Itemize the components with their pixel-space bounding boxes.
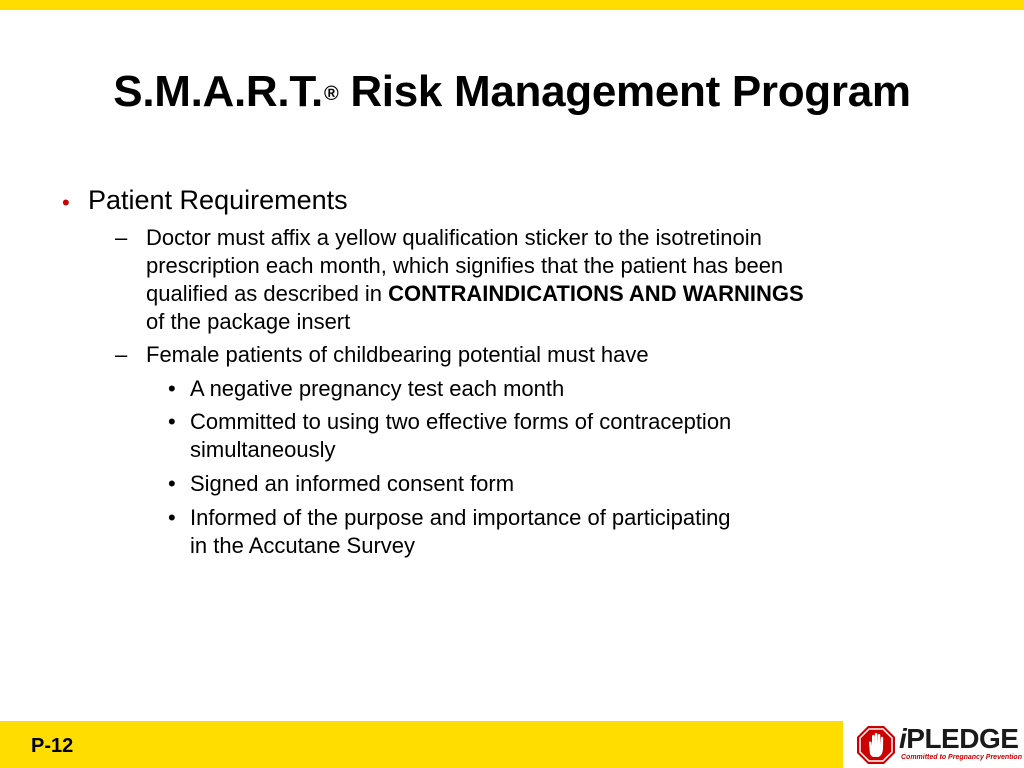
item1-line3-emphasis: CONTRAINDICATIONS AND WARNINGS [388,281,804,306]
subitem-c-text: Signed an informed consent form [190,471,515,496]
registered-mark: ® [323,83,339,105]
item2-dash: – [115,342,128,367]
subitem-b-bullet: • [168,409,176,434]
ipledge-logo [853,721,1024,768]
stop-hand-logo-icon [856,725,896,765]
item1-line1: Doctor must affix a yellow qualification sticker to the isotretinoin [146,225,762,250]
logo-wordmark: iPLEDGE [899,723,1019,754]
item1-line4: of the package insert [146,309,351,334]
subitem-a-text: A negative pregnancy test each month [190,376,565,401]
subitem-a-bullet: • [168,376,176,401]
level1-bullet: • [62,190,70,215]
item1-dash: – [115,225,128,250]
title-main: S.M.A.R.T. [113,67,323,116]
level1-heading: Patient Requirements [88,185,348,215]
subitem-d-line1: Informed of the purpose and importance of participating [190,505,731,530]
subitem-d-bullet: • [168,505,176,530]
slide-number: P-12 [31,735,74,757]
subitem-c-bullet: • [168,471,176,496]
subitem-b-line2: simultaneously [190,437,336,462]
title-rest: Risk Management Program [338,67,911,116]
subitem-d-line2: in the Accutane Survey [190,533,416,558]
item1-line3 [146,281,804,307]
item1-line2: prescription each month, which signifies that the patient has been [146,253,784,278]
item1-line3-prefix: qualified as described in [146,281,389,306]
logo-tagline: Committed to Pregnancy Prevention [901,754,1022,761]
footer-bar [0,721,843,768]
item2-text: Female patients of childbearing potential must have [146,342,649,367]
subitem-b-line1: Committed to using two effective forms of contraception [190,409,732,434]
